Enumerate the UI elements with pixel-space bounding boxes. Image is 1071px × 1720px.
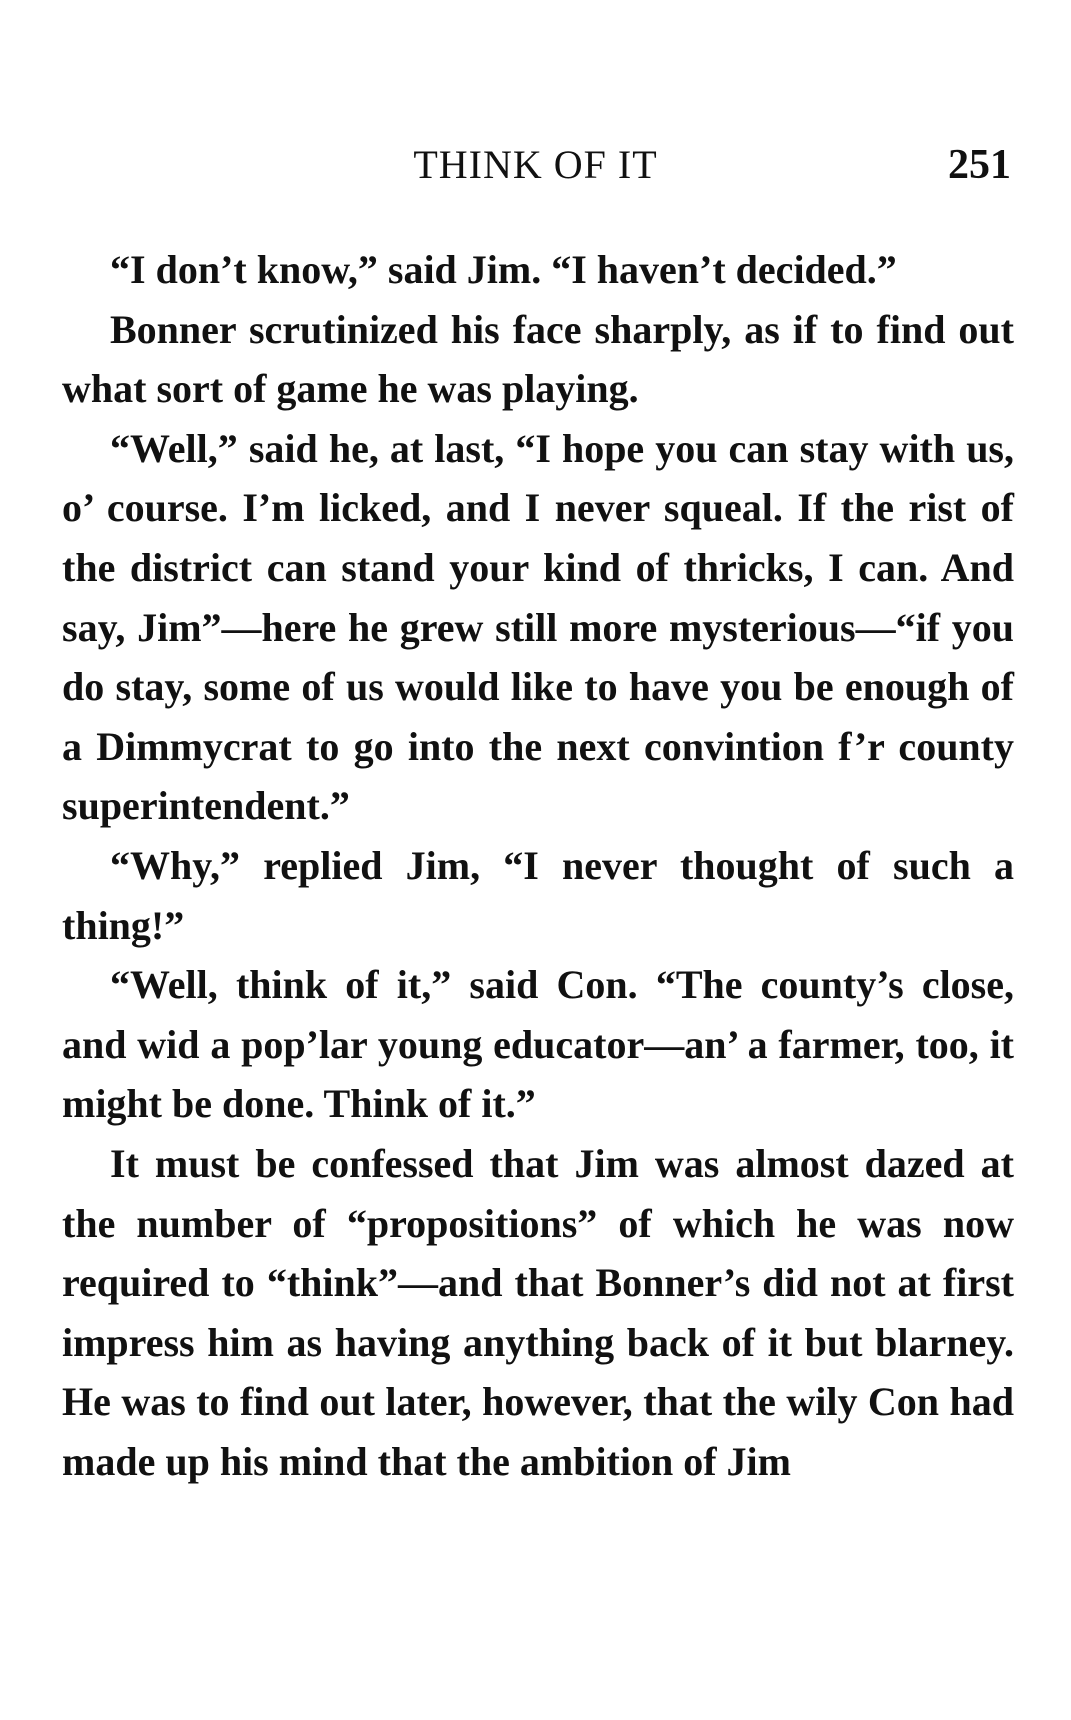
- paragraph: It must be confessed that Jim was almost dazed at the number of “propositions” of which he was now required to “think”—and that Bonner’s did not at first impress him as having anything back of it but blarney. He was to find out later, however, that the wily Con had made up his mind that the ambition of Jim: [62, 1140, 1014, 1484]
- paragraph: “Well, think of it,” said Con. “The county’s close, and wid a pop’lar young educator—an’ a farmer, too, it might be done. Think of it.”: [62, 962, 1014, 1127]
- running-head: [60, 140, 1011, 190]
- paragraph: Bonner scrutinized his face sharply, as if to find out what sort of game he was playing.: [62, 306, 1014, 412]
- running-title: THINK OF IT: [413, 142, 658, 187]
- paragraph: “Why,” replied Jim, “I never thought of such a thing!”: [62, 842, 1014, 948]
- body-text: [62, 240, 1014, 1491]
- paragraph: “Well,” said he, at last, “I hope you can stay with us, o’ course. I’m licked, and I never squeal. If the rist of the district can stand your kind of thricks, I can. And say, Jim”—here he grew still more mysterious—“if you do stay, some of us would like to have you be enough of a Dimmycrat to go into the next convintion f’r county superintendent.”: [62, 425, 1014, 829]
- paragraph: “I don’t know,” said Jim. “I haven’t decided.”: [110, 247, 897, 292]
- page-number: 251: [948, 142, 1011, 188]
